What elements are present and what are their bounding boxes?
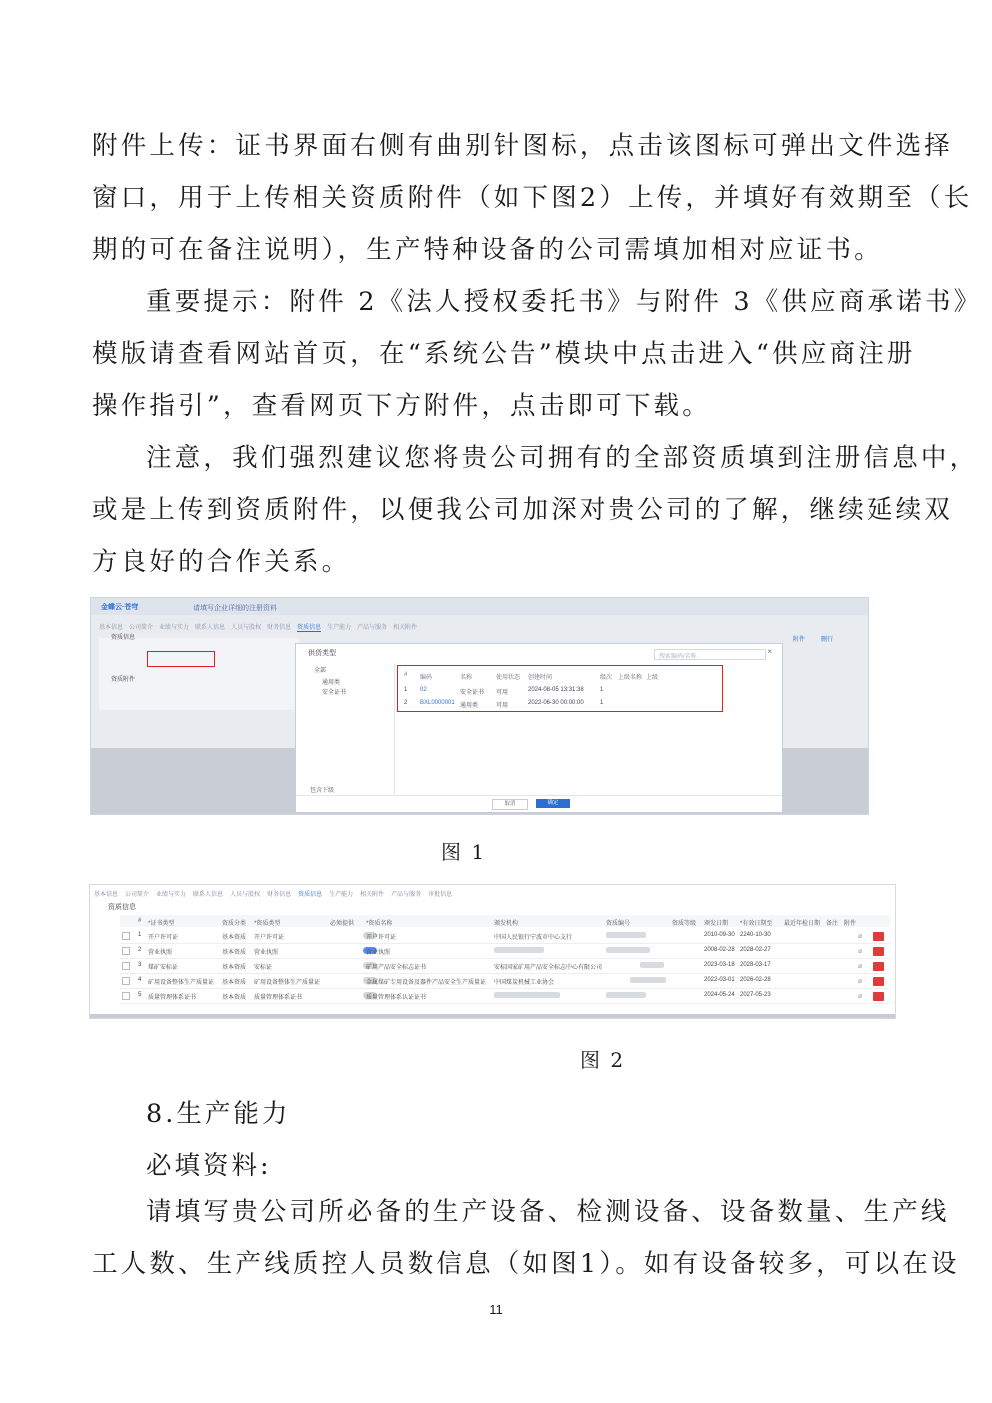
tab-approval[interactable]: 审批信息 [428,892,453,898]
redacted-number [630,977,666,983]
tab-finance[interactable]: 财务信息 [267,892,292,898]
text-line: 附件上传：证书界面右侧有曲别针图标，点击该图标可弹出文件选择 [92,131,954,161]
paperclip-icon[interactable]: ⌀ [858,978,863,985]
tab-attachments[interactable]: 相关附件 [393,625,418,631]
tree-item-all[interactable]: 全部 [314,668,327,674]
paragraph-capacity [92,1186,960,1290]
app-title: 请填写企业详细的注册资料 [193,605,277,612]
redacted-number [640,962,664,968]
tab-products[interactable]: 产品与服务 [391,892,422,898]
text-line: 模版请查看网站首页，在“系统公告”模块中点击进入“供应商注册 [92,339,916,369]
row-checkbox[interactable] [122,947,130,955]
table-row[interactable]: 1 02 安全证书 可用 2024-08-05 13:31:38 1 [404,687,604,696]
section-title: 资质信息 [108,904,136,911]
pdf-file-icon[interactable] [873,947,884,956]
pdf-file-icon[interactable] [873,932,884,941]
app-logo: 金蝶云·苍穹 [101,604,139,611]
tab-products[interactable]: 产品与服务 [357,625,388,631]
table-row[interactable]: 4 矿用设备整体生产质量证 基本资质 矿用设备整体生产质量证 金属煤矿专用设备及器件产品安全生产质量证 中国煤炭机械工业协会 2022-03-01 2026-02-28 ⌀ [120,973,890,989]
dialog-title: 供货类型 [308,650,336,657]
text-line: 工人数、生产线质控人员数信息（如图1）。如有设备较多，可以在设 [92,1249,960,1279]
tree-item-safety[interactable]: 安全证书 [322,690,347,696]
text-line: 窗口，用于上传相关资质附件（如下图2）上传，并填好有效期至（长 [92,183,973,213]
figure-2-caption: 图 2 [580,1048,626,1072]
text-line: 请填写贵公司所必备的生产设备、检测设备、设备数量、生产线 [146,1197,950,1227]
redacted-org [494,947,544,953]
app-header [91,598,868,615]
ok-button[interactable]: 确定 [536,799,570,808]
pdf-file-icon[interactable] [873,992,884,1001]
table-row[interactable]: 3 煤矿安标证 基本资质 安标证 矿用产品安全标志证书 安标国家矿用产品安全标志中心有限公司 2023-03-18 2028-03-17 ⌀ [120,958,890,974]
tab-intro[interactable]: 公司简介 [129,625,154,631]
figure-1-caption: 图 1 [441,840,487,864]
search-placeholder: 搜索编码/名称 [659,654,697,660]
highlight-box [147,651,215,667]
page-number: 11 [489,1302,503,1317]
tab-qualification[interactable]: 资质信息 [298,892,323,898]
table-row[interactable]: 1 开户许可证 基本资质 开户许可证 开户许可证 中国人民银行宁波市中心支行 2010-09-30 2240-10-30 ⌀ [120,928,890,944]
paragraph-important-notice [92,276,983,432]
tree-item-general[interactable]: 通用类 [322,680,341,686]
tab-contacts[interactable]: 联系人信息 [193,892,224,898]
tab-capacity[interactable]: 生产能力 [327,625,352,631]
table-row[interactable]: 5 质量管理体系证书 基本资质 质量管理体系证书 质量管理体系认证证书 2024-05-24 2027-05-23 ⌀ [120,988,890,1004]
paragraph-attachment-upload [92,120,973,276]
scrollbar[interactable] [90,1014,895,1018]
tab-attachments[interactable]: 相关附件 [360,892,385,898]
paperclip-icon[interactable]: ⌀ [858,993,863,1000]
tab-performance[interactable]: 业绩与实力 [156,892,187,898]
row-checkbox[interactable] [122,977,130,985]
tab-personnel[interactable]: 人员与股权 [230,892,261,898]
pdf-file-icon[interactable] [873,962,884,971]
redacted-org [494,992,560,998]
pdf-file-icon[interactable] [873,977,884,986]
cancel-button[interactable]: 取消 [492,799,528,810]
required-label: 必填资料: [146,1151,272,1181]
paperclip-icon[interactable]: ⌀ [858,948,863,955]
section-attachments: 资质附件 [111,677,136,683]
close-icon[interactable]: × [767,647,772,656]
tab-personnel[interactable]: 人员与股权 [231,625,262,631]
delete-row-link[interactable]: 删行 [821,637,834,643]
row-checkbox[interactable] [122,962,130,970]
paragraph-note [92,432,979,588]
tab-qualification[interactable]: 资质信息 [297,622,321,632]
text-line: 期的可在备注说明），生产特种设备的公司需填加相对应证书。 [92,235,883,265]
row-checkbox[interactable] [122,932,130,940]
text-line: 方良好的合作关系。 [92,547,351,577]
paperclip-icon[interactable]: ⌀ [858,933,863,940]
redacted-number [606,932,646,938]
text-line: 重要提示：附件 2《法人授权委托书》与附件 3《供应商承诺书》 [146,287,983,317]
tab-basic[interactable]: 基本信息 [99,625,124,631]
dialog-footer [296,795,782,812]
table-row[interactable]: 2 营业执照 基本资质 营业执照 营业执照 2008-02-28 2028-02-27 ⌀ [120,943,890,959]
tab-contacts[interactable]: 联系人信息 [195,625,226,631]
tab-finance[interactable]: 财务信息 [267,625,292,631]
section-heading: 8.生产能力 [146,1099,291,1129]
search-input[interactable] [654,649,766,660]
category-tree [302,663,395,795]
table-header: # *证书类型 资质分类 *资质类型 必须提供 *资质名称 颁发机构 资质编号 资质等级 颁发日期 *有效日期至 最近年检日期 备注 附件 [120,915,890,927]
paperclip-icon[interactable]: ⌀ [858,963,863,970]
attach-link[interactable]: 附件 [793,637,806,643]
tab-basic[interactable]: 基本信息 [94,892,119,898]
text-line: 或是上传到资质附件，以便我公司加深对贵公司的了解，继续延续双 [92,495,954,525]
highlight-box [397,665,723,712]
tab-intro[interactable]: 公司简介 [125,892,150,898]
figure-2-screenshot [89,884,896,1019]
row-checkbox[interactable] [122,992,130,1000]
table-header: # 编码 名称 使用状态 创建时间 级次 上级名称 上级 [404,672,659,681]
redacted-number [606,947,650,953]
table-row[interactable]: 2 BXL0000001 通用类 可用 2022-06-30 00:00:00 1 [404,700,604,709]
text-line: 注意，我们强烈建议您将贵公司拥有的全部资质填到注册信息中， [146,443,979,473]
tab-performance[interactable]: 业绩与实力 [159,625,190,631]
tab-capacity[interactable]: 生产能力 [329,892,354,898]
section-qualification: 资质信息 [111,635,136,641]
text-line: 操作指引”，查看网页下方附件，点击即可下载。 [92,391,711,421]
tab-bar [94,889,452,898]
tab-bar [99,622,417,632]
redacted-number [606,992,646,998]
include-child-checkbox[interactable]: 包含下级 [310,788,335,794]
figure-1-screenshot [90,597,869,815]
